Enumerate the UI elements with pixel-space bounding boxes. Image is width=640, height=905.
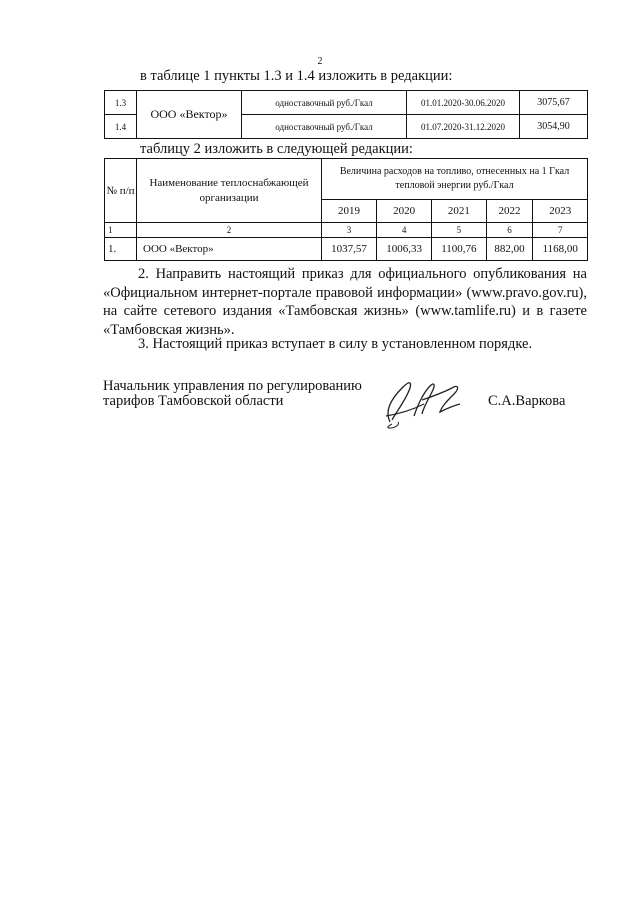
row-number: 1.4	[105, 115, 137, 139]
value-cell: 882,00	[486, 238, 533, 261]
year-cell: 2023	[533, 200, 588, 223]
table2-intro: таблицу 2 изложить в следующей редакции:	[140, 141, 413, 157]
tariff-type: одноставочный руб./Гкал	[242, 91, 407, 115]
index-cell: 5	[432, 223, 486, 238]
tariff-type: одноставочный руб./Гкал	[242, 115, 407, 139]
fuel-cost-table	[104, 158, 588, 261]
row-number: 1.3	[105, 91, 137, 115]
handwritten-signature	[378, 370, 488, 430]
value-cell: 1168,00	[533, 238, 588, 261]
index-cell: 6	[486, 223, 533, 238]
value-cell: 1037,57	[322, 238, 377, 261]
row-number: 1.	[105, 238, 137, 261]
tariff-value: 3075,67	[520, 91, 588, 115]
signatory-name: С.А.Варкова	[488, 393, 566, 409]
table-row	[105, 238, 588, 261]
index-cell: 2	[137, 223, 322, 238]
year-cell: 2022	[486, 200, 533, 223]
table-row	[105, 91, 588, 115]
paragraph-2-line-4: «Тамбовская жизнь».	[103, 322, 235, 338]
organization-cell: ООО «Вектор»	[137, 91, 242, 139]
year-cell: 2020	[377, 200, 432, 223]
value-cell: 1100,76	[432, 238, 486, 261]
header-values: Величина расходов на топливо, отнесенных на 1 Гкал тепловой энергии руб./Гкал	[322, 159, 588, 200]
year-cell: 2021	[432, 200, 486, 223]
value-cell: 1006,33	[377, 238, 432, 261]
period-cell: 01.01.2020-30.06.2020	[407, 91, 520, 115]
tariff-table	[104, 90, 588, 139]
index-row	[105, 223, 588, 238]
header-row	[105, 159, 588, 200]
index-cell: 3	[322, 223, 377, 238]
index-cell: 1	[105, 223, 137, 238]
period-cell: 01.07.2020-31.12.2020	[407, 115, 520, 139]
paragraph-2-line-1: 2. Направить настоящий приказ для официального опубликования на	[138, 266, 587, 282]
paragraph-2-line-3: на сайте сетевого издания «Тамбовская жизнь» (www.tamlife.ru) и в газете	[103, 303, 587, 319]
index-cell: 4	[377, 223, 432, 238]
index-cell: 7	[533, 223, 588, 238]
intro-line: в таблице 1 пункты 1.3 и 1.4 изложить в редакции:	[140, 68, 453, 84]
organization-cell: ООО «Вектор»	[137, 238, 322, 261]
paragraph-3: 3. Настоящий приказ вступает в силу в установленном порядке.	[138, 336, 533, 352]
tariff-value: 3054,90	[520, 115, 588, 139]
year-cell: 2019	[322, 200, 377, 223]
page-number: 2	[317, 56, 323, 67]
header-number: № п/п	[105, 159, 137, 223]
signatory-title-line-2: тарифов Тамбовской области	[103, 393, 284, 409]
paragraph-2-line-2: «Официальном интернет-портале правовой информации» (www.pravo.gov.ru),	[103, 285, 587, 301]
signatory-title-line-1: Начальник управления по регулированию	[103, 378, 362, 394]
header-organization: Наименование теплоснабжающей организации	[137, 159, 322, 223]
